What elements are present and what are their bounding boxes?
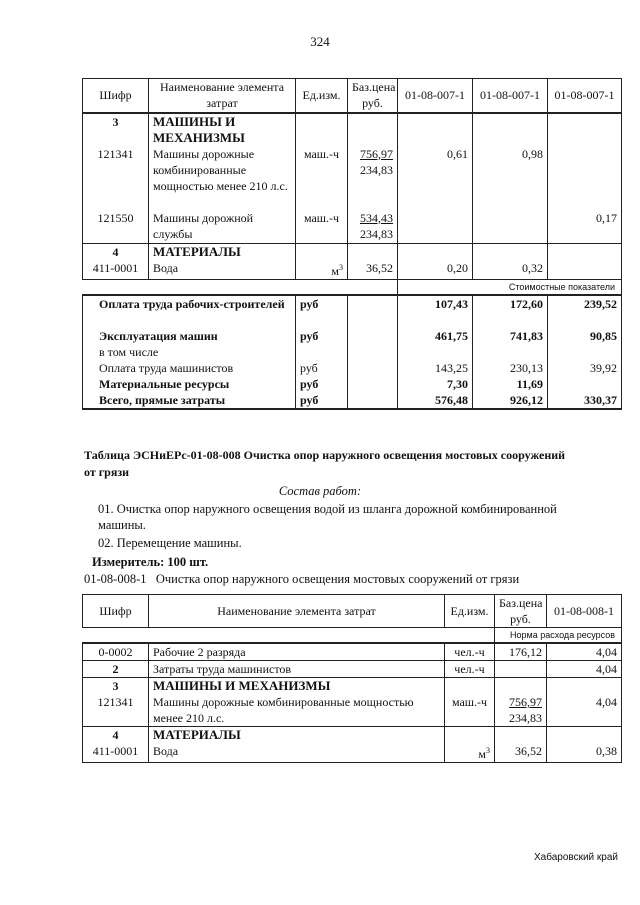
row-value-2 bbox=[473, 210, 548, 244]
cost-value-2: 172,60 bbox=[473, 295, 548, 328]
cost-value-3: 39,92 bbox=[548, 360, 622, 376]
table-row bbox=[83, 146, 622, 210]
row-value-3 bbox=[548, 260, 622, 280]
row-value-1: 4,04 bbox=[547, 643, 622, 661]
header-price: Баз.цена руб. bbox=[348, 79, 398, 113]
section-num: 3 bbox=[83, 678, 149, 695]
row-code: 121550 bbox=[83, 210, 149, 244]
norm-code-line: 01-08-008-1 Очистка опор наружного освещения мостовых сооружений от грязи bbox=[84, 572, 520, 586]
cost-label: в том числе bbox=[83, 344, 296, 360]
table-row bbox=[83, 360, 622, 376]
cost-value-3: 330,37 bbox=[548, 392, 622, 409]
row-name: Машины дорожной службы bbox=[149, 210, 296, 244]
cost-unit: руб bbox=[296, 376, 348, 392]
row-value-1: 4,04 bbox=[547, 661, 622, 678]
work-step-1: 01. Очистка опор наружного освещения водой из шланга дорожной комбинированной bbox=[98, 502, 557, 516]
row-code: 121341 bbox=[83, 146, 149, 210]
row-unit: маш.-ч bbox=[296, 146, 348, 210]
section-title-line2: от грязи bbox=[84, 465, 130, 479]
section-title: МАШИНЫ И МЕХАНИЗМЫ bbox=[149, 678, 445, 695]
section-title-line1: Таблица ЭСНиЕРс-01-08-008 Очистка опор наружного освещения мостовых сооружений bbox=[84, 448, 566, 462]
cost-label: Материальные ресурсы bbox=[83, 376, 296, 392]
section-title: МАТЕРИАЛЫ bbox=[149, 243, 296, 260]
header-code: Шифр bbox=[83, 79, 149, 113]
row-name: Рабочие 2 разряда bbox=[149, 643, 445, 661]
norm-caption: Норма расхода ресурсов bbox=[495, 628, 622, 644]
header-col3: 01-08-007-1 bbox=[548, 79, 622, 113]
row-unit: чел.-ч bbox=[445, 661, 495, 678]
row-code: 411-0001 bbox=[83, 260, 149, 280]
row-price: 176,12 bbox=[495, 643, 547, 661]
section-num: 3 bbox=[83, 113, 149, 146]
cost-value-1: 107,43 bbox=[398, 295, 473, 328]
footer-region: Хабаровский край bbox=[533, 852, 618, 863]
cost-value-1: 576,48 bbox=[398, 392, 473, 409]
table-row bbox=[83, 328, 622, 344]
cost-value-1: 143,25 bbox=[398, 360, 473, 376]
meter: Измеритель: 100 шт. bbox=[92, 555, 209, 569]
row-value-1 bbox=[398, 210, 473, 244]
row-value-1: 0,20 bbox=[398, 260, 473, 280]
cost-caption: Стоимостные показатели bbox=[398, 279, 622, 295]
cost-unit: руб bbox=[296, 392, 348, 409]
table-row bbox=[83, 376, 622, 392]
row-price: 36,52 bbox=[348, 260, 398, 280]
row-value-3 bbox=[548, 146, 622, 210]
row-name: Машины дорожные комбинированные мощностью менее 210 л.с. bbox=[149, 146, 296, 210]
row-name: Машины дорожные комбинированные мощностью менее 210 л.с. bbox=[149, 694, 445, 727]
header-price: Баз.цена руб. bbox=[495, 595, 547, 628]
work-step-1-cont: машины. bbox=[98, 518, 146, 532]
row-price bbox=[495, 661, 547, 678]
table-row bbox=[83, 694, 622, 727]
header-col1: 01-08-007-1 bbox=[398, 79, 473, 113]
table-row bbox=[83, 661, 622, 678]
row-price: 756,97 234,83 bbox=[495, 694, 547, 727]
cost-value-2: 230,13 bbox=[473, 360, 548, 376]
row-value-1: 0,38 bbox=[547, 743, 622, 763]
table-row bbox=[83, 743, 622, 763]
cost-value-3: 90,85 bbox=[548, 328, 622, 344]
table-row bbox=[83, 344, 622, 360]
cost-value-1: 461,75 bbox=[398, 328, 473, 344]
row-price: 756,97 234,83 bbox=[348, 146, 398, 210]
table-row bbox=[83, 210, 622, 244]
header-unit: Ед.изм. bbox=[296, 79, 348, 113]
cost-value-2: 741,83 bbox=[473, 328, 548, 344]
composition-heading: Состав работ: bbox=[278, 484, 362, 498]
row-price: 36,52 bbox=[495, 743, 547, 763]
row-unit: маш.-ч bbox=[296, 210, 348, 244]
section-title: МАТЕРИАЛЫ bbox=[149, 727, 445, 744]
row-value-3: 0,17 bbox=[548, 210, 622, 244]
row-unit: $м^3$ bbox=[445, 743, 495, 763]
row-code: 0-0002 bbox=[83, 643, 149, 661]
cost-unit: руб bbox=[296, 295, 348, 328]
row-unit: маш.-ч bbox=[445, 694, 495, 727]
cost-unit: руб bbox=[296, 360, 348, 376]
row-name: Вода bbox=[149, 743, 445, 763]
table-row bbox=[83, 295, 622, 328]
cost-label: Оплата труда машинистов bbox=[83, 360, 296, 376]
cost-value-3: 239,52 bbox=[548, 295, 622, 328]
row-name: Затраты труда машинистов bbox=[149, 661, 445, 678]
cost-label: Эксплуатация машин bbox=[83, 328, 296, 344]
cost-label: Оплата труда рабочих-строителей bbox=[83, 295, 296, 328]
resource-table-2 bbox=[82, 594, 622, 763]
row-code: 121341 bbox=[83, 694, 149, 727]
cost-value-1: 7,30 bbox=[398, 376, 473, 392]
cost-value-3 bbox=[548, 376, 622, 392]
row-name: Вода bbox=[149, 260, 296, 280]
header-unit: Ед.изм. bbox=[445, 595, 495, 628]
header-name: Наименование элемента затрат bbox=[149, 79, 296, 113]
section-num: 4 bbox=[83, 727, 149, 744]
table-row bbox=[83, 260, 622, 280]
row-value-2: 0,32 bbox=[473, 260, 548, 280]
row-value-1: 4,04 bbox=[547, 694, 622, 727]
row-value-2: 0,98 bbox=[473, 146, 548, 210]
table-row bbox=[83, 643, 622, 661]
resource-table-1 bbox=[82, 78, 622, 410]
row-price: 534,43 234,83 bbox=[348, 210, 398, 244]
section-num: 4 bbox=[83, 243, 149, 260]
cost-label: Всего, прямые затраты bbox=[83, 392, 296, 409]
row-code: 411-0001 bbox=[83, 743, 149, 763]
header-name: Наименование элемента затрат bbox=[149, 595, 445, 628]
page-number: 324 bbox=[310, 34, 330, 49]
cost-value-2: 11,69 bbox=[473, 376, 548, 392]
header-code: Шифр bbox=[83, 595, 149, 628]
table-row bbox=[83, 392, 622, 409]
cost-value-2: 926,12 bbox=[473, 392, 548, 409]
row-code: 2 bbox=[83, 661, 149, 678]
work-step-2: 02. Перемещение машины. bbox=[98, 536, 242, 550]
section-title: МАШИНЫ И МЕХАНИЗМЫ bbox=[149, 113, 296, 146]
row-unit: $м^3$ bbox=[296, 260, 348, 280]
header-col1: 01-08-008-1 bbox=[547, 595, 622, 628]
row-unit: чел.-ч bbox=[445, 643, 495, 661]
row-value-1: 0,61 bbox=[398, 146, 473, 210]
header-col2: 01-08-007-1 bbox=[473, 79, 548, 113]
cost-unit: руб bbox=[296, 328, 348, 344]
